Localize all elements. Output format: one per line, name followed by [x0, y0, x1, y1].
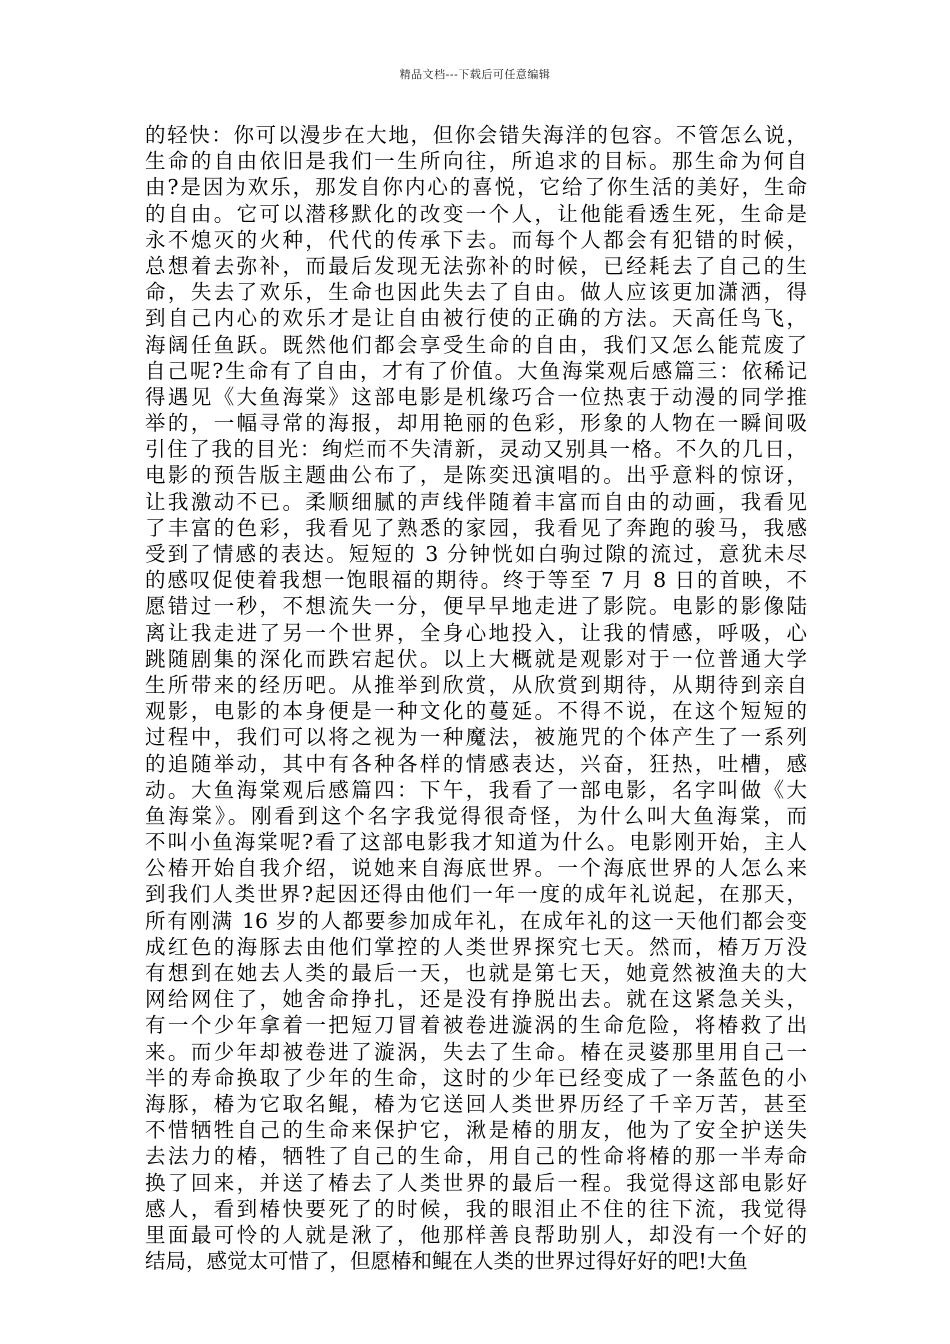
body-line: 自己呢?生命有了自由，才有了价值。大鱼海棠观后感篇三：依稀记: [145, 358, 807, 383]
body-line: 受到了情感的表达。短短的 3 分钟恍如白驹过隙的流过，意犹未尽: [145, 542, 807, 566]
body-line: 得遇见《大鱼海棠》这部电影是机缘巧合一位热衷于动漫的同学推: [145, 384, 807, 409]
body-line: 让我激动不已。柔顺细腻的声线伴随着丰富而自由的动画，我看见: [145, 489, 807, 514]
body-line: 半的寿命换取了少年的生命，这时的少年已经变成了一条蓝色的小: [145, 1065, 807, 1090]
body-line: 海豚，椿为它取名鲲，椿为它送回人类世界历经了千辛万苦，甚至: [145, 1091, 807, 1116]
body-line: 引住了我的目光：绚烂而不失清新，灵动又别具一格。不久的几日，: [145, 437, 807, 462]
body-line: 愿错过一秒，不想流失一分，便早早地走进了影院。电影的影像陆: [145, 594, 807, 619]
body-line: 海阔任鱼跃。既然他们都会享受生命的自由，我们又怎么能荒废了: [145, 332, 807, 357]
body-line: 的追随举动，其中有各种各样的情感表达，兴奋，狂热，吐槽，感: [145, 751, 807, 776]
body-line: 的感叹促使着我想一饱眼福的期待。终于等至 7 月 8 日的首映，不: [145, 568, 807, 593]
body-line: 跳随剧集的深化而跌宕起伏。以上大概就是观影对于一位普通大学: [145, 646, 807, 671]
body-line: 到自己内心的欢乐才是让自由被行使的正确的方法。天高任鸟飞，: [145, 306, 807, 331]
body-line: 鱼海棠》。刚看到这个名字我觉得很奇怪，为什么叫大鱼海棠，而: [145, 803, 807, 828]
body-line: 网给网住了，她舍命挣扎，还是没有挣脱出去。就在这紧急关头，: [145, 987, 807, 1012]
body-line: 有一个少年拿着一把短刀冒着被卷进漩涡的生命危险，将椿救了出: [145, 1013, 807, 1038]
body-line: 举的，一幅寻常的海报，却用艳丽的色彩，形象的人物在一瞬间吸: [145, 411, 807, 436]
body-line: 里面最可怜的人就是湫了，他那样善良帮助别人，却没有一个好的: [145, 1222, 807, 1247]
body-line: 永不熄灭的火种，代代的传承下去。而每个人都会有犯错的时候，: [145, 227, 807, 252]
body-line: 了丰富的色彩，我看见了熟悉的家园，我看见了奔跑的骏马，我感: [145, 515, 807, 540]
body-line: 换了回来，并送了椿去了人类世界的最后一程。我觉得这部电影好: [145, 1170, 807, 1195]
body-line: 动。大鱼海棠观后感篇四：下午，我看了一部电影，名字叫做《大: [145, 777, 807, 802]
body-line: 生命的自由依旧是我们一生所向往，所追求的目标。那生命为何自: [145, 149, 807, 174]
body-line: 离让我走进了另一个世界，全身心地投入，让我的情感，呼吸，心: [145, 620, 807, 645]
body-line: 到我们人类世界?起因还得由他们一年一度的成年礼说起，在那天，: [145, 882, 807, 907]
body-line: 成红色的海豚去由他们掌控的人类世界探究七天。然而，椿万万没: [145, 934, 807, 959]
body-line: 感人，看到椿快要死了的时候，我的眼泪止不住的往下流，我觉得: [145, 1196, 807, 1221]
body-line: 生所带来的经历吧。从推举到欣赏，从欣赏到期待，从期待到亲自: [145, 672, 807, 697]
body-line: 公椿开始自我介绍，说她来自海底世界。一个海底世界的人怎么来: [145, 856, 807, 881]
body-line: 观影，电影的本身便是一种文化的蔓延。不得不说，在这个短短的: [145, 699, 807, 724]
body-line: 的自由。它可以潜移默化的改变一个人，让他能看透生死，生命是: [145, 201, 807, 226]
body-line: 结局，感觉太可惜了，但愿椿和鲲在人类的世界过得好好的吧!大鱼: [145, 1249, 748, 1274]
page-header: 精品文档---下载后可任意编辑: [399, 68, 551, 81]
body-line: 有想到在她去人类的最后一天，也就是第七天，她竟然被渔夫的大: [145, 961, 807, 985]
body-line: 电影的预告版主题曲公布了，是陈奕迅演唱的。出乎意料的惊讶，: [145, 463, 807, 488]
body-line: 的轻快：你可以漫步在大地，但你会错失海洋的包容。不管怎么说，: [145, 123, 807, 147]
body-line: 来。而少年却被卷进了漩涡，失去了生命。椿在灵婆那里用自己一: [145, 1039, 807, 1064]
body-line: 不惜牺牲自己的生命来保护它，湫是椿的朋友，他为了安全护送失: [145, 1118, 807, 1143]
body-line: 过程中，我们可以将之视为一种魔法，被施咒的个体产生了一系列: [145, 725, 807, 750]
body-line: 所有刚满 16 岁的人都要参加成年礼，在成年礼的这一天他们都会变: [145, 908, 807, 933]
body-line: 命，失去了欢乐，生命也因此失去了自由。做人应该更加潇洒，得: [145, 280, 807, 305]
body-line: 总想着去弥补，而最后发现无法弥补的时候，已经耗去了自己的生: [145, 253, 807, 278]
body-line: 不叫小鱼海棠呢?看了这部电影我才知道为什么。电影刚开始，主人: [145, 830, 807, 855]
body-line: 由?是因为欢乐，那发自你内心的喜悦，它给了你生活的美好，生命: [145, 175, 807, 200]
body-line: 去法力的椿，牺牲了自己的生命，用自己的性命将椿的那一半寿命: [145, 1144, 807, 1169]
document-body: [145, 122, 807, 1274]
